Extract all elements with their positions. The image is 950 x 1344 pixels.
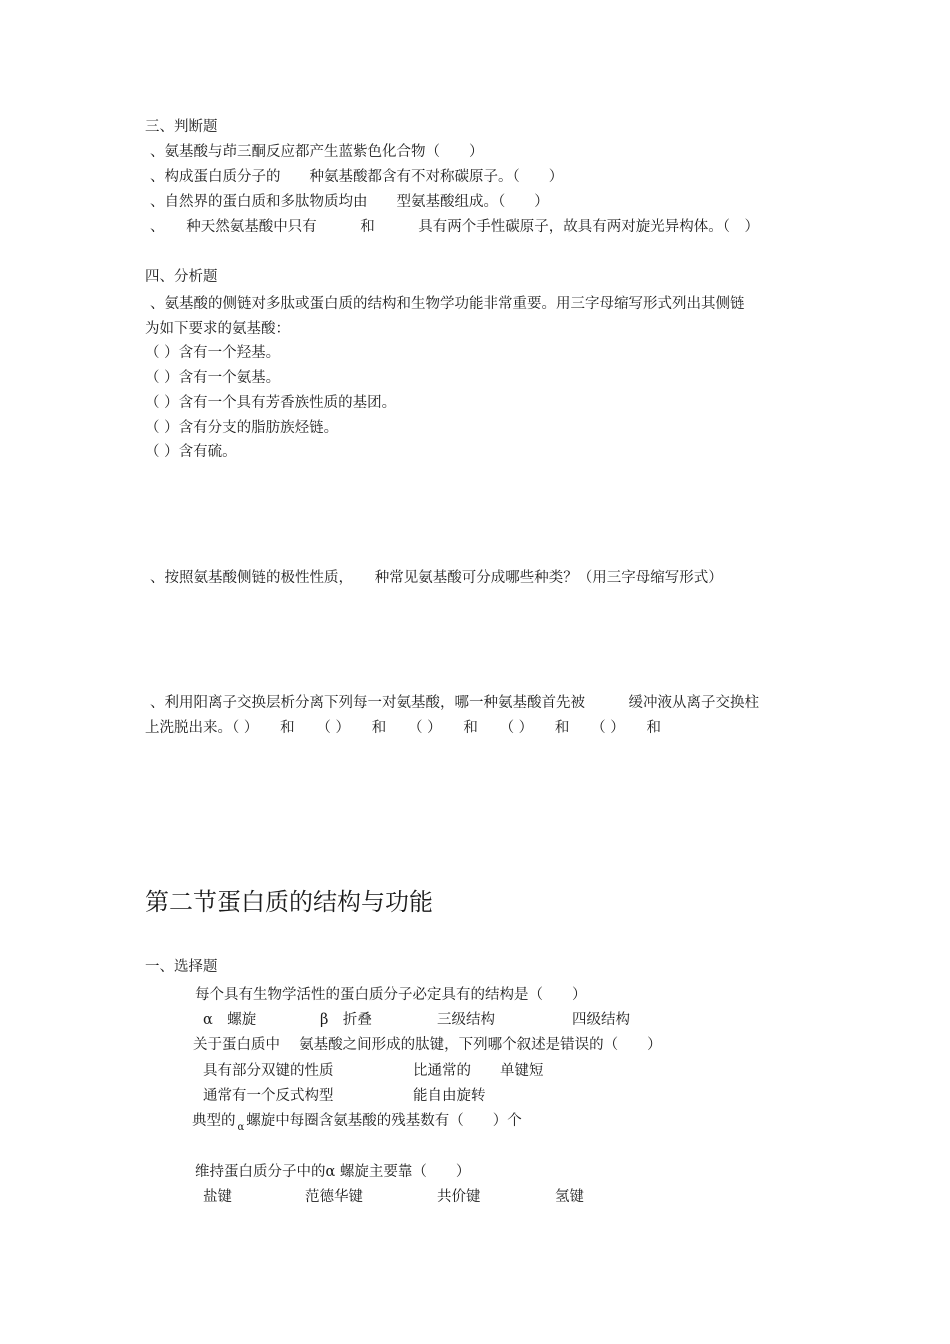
choice-question-3 [192,1112,522,1132]
choice-heading: 一、选择题 [145,959,218,975]
choice-q1-option-d: 四级结构 [572,1012,630,1028]
choice-q4-option-c: 共价键 [437,1189,481,1205]
choice-q1-option-c: 三级结构 [437,1012,495,1028]
choice-q1-option-a: α 螺旋 [203,1012,257,1028]
choice-q4-option-b: 范德华键 [305,1189,363,1205]
choice-question-4: 维持蛋白质分子中的α 螺旋主要靠（ ） [195,1164,471,1180]
analysis-question-2: 、按照氨基酸侧链的极性性质， 种常见氨基酸可分成哪些种类？（用三字母缩写形式） [150,570,723,586]
analysis-subquestion-1: （ ）含有一个羟基。 [145,345,281,361]
choice-q2-option-b: 比通常的 单键短 [413,1063,544,1079]
alpha-subscript: α [237,1122,245,1133]
judgment-question-2: 、构成蛋白质分子的 种氨基酸都含有不对称碳原子。（ ） [150,169,564,185]
choice-question-2: 关于蛋白质中 氨基酸之间形成的肽键，下列哪个叙述是错误的（ ） [193,1037,662,1053]
analysis-question-1-line-1: 、氨基酸的侧链对多肽或蛋白质的结构和生物学功能非常重要。用三字母缩写形式列出其侧链 [150,296,745,312]
judgment-question-3: 、自然界的蛋白质和多肽物质均由 型氨基酸组成。（ ） [150,194,549,210]
judgment-heading: 三、判断题 [145,119,218,135]
analysis-heading: 四、分析题 [145,269,218,285]
analysis-subquestion-5: （ ）含有硫。 [145,444,237,460]
judgment-question-1: 、氨基酸与茚三酮反应都产生蓝紫色化合物（ ） [150,144,484,160]
analysis-subquestion-3: （ ）含有一个具有芳香族性质的基团。 [145,395,397,411]
choice-q4-option-a: 盐键 [203,1189,232,1205]
judgment-question-4: 、 种天然氨基酸中只有 和 具有两个手性碳原子，故具有两对旋光异构体。（ ） [150,219,759,235]
choice-q2-option-a: 具有部分双键的性质 [203,1063,334,1079]
choice-q2-option-d: 能自由旋转 [413,1088,486,1104]
choice-q2-option-c: 通常有一个反式构型 [203,1088,334,1104]
choice-question-1: 每个具有生物学活性的蛋白质分子必定具有的结构是（ ） [195,987,587,1003]
section-title: 第二节蛋白质的结构与功能 [145,888,433,916]
analysis-question-1-line-2: 为如下要求的氨基酸： [145,321,290,337]
choice-q3-prefix: 典型的 [192,1113,236,1129]
choice-q3-suffix: 螺旋中每圈含氨基酸的残基数有（ ）个 [246,1113,522,1129]
analysis-subquestion-2: （ ）含有一个氨基。 [145,370,281,386]
choice-q1-option-b: β 折叠 [320,1012,372,1028]
analysis-question-3-line-2: 上洗脱出来。（ ） 和 （ ） 和 （ ） 和 （ ） 和 （ ） 和 [145,720,662,736]
choice-q4-option-d: 氢键 [555,1189,584,1205]
analysis-subquestion-4: （ ）含有分支的脂肪族烃链。 [145,420,339,436]
analysis-question-3-line-1: 、利用阳离子交换层析分离下列每一对氨基酸，哪一种氨基酸首先被 缓冲液从离子交换柱 [150,695,759,711]
